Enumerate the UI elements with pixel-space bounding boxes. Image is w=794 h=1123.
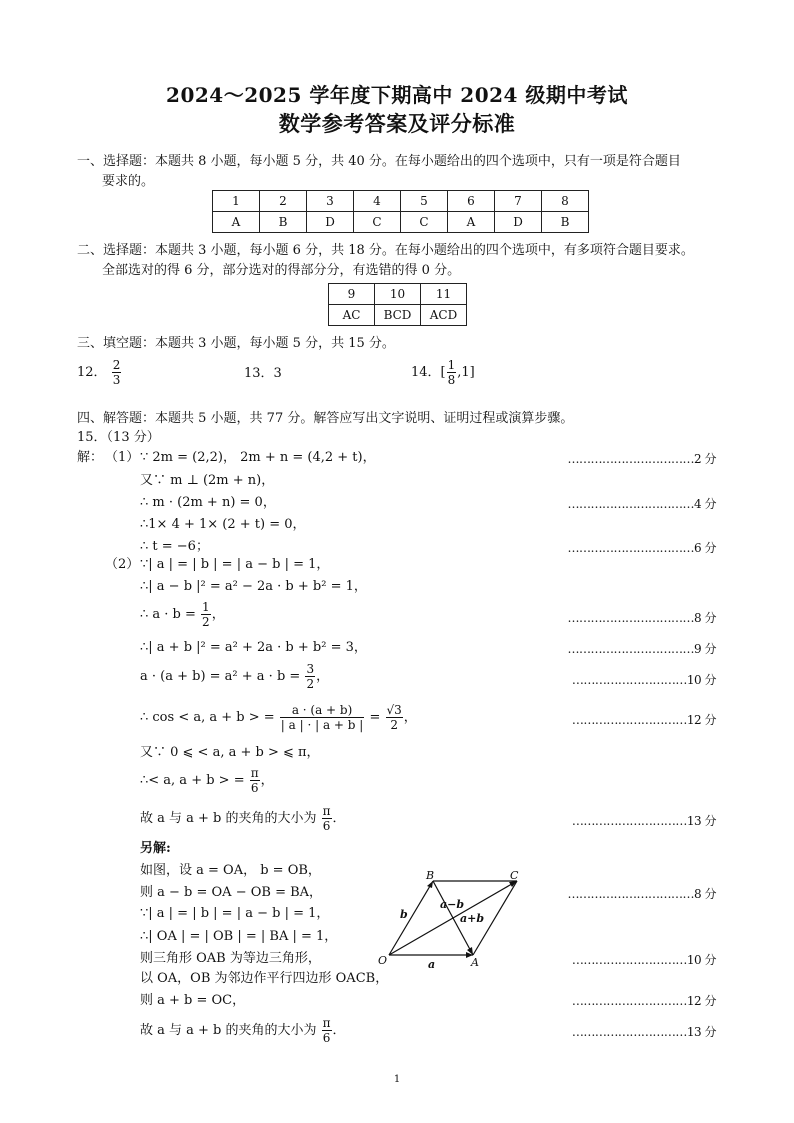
fraction <box>305 662 315 691</box>
label-o: O <box>378 954 388 967</box>
label-vec-amb: a−b <box>440 898 465 911</box>
score-mark: ……………………………9 分 <box>567 642 716 656</box>
q14-den: 8 <box>447 373 456 387</box>
score-mark: …………………………13 分 <box>571 1025 716 1039</box>
expr-part: ． <box>332 1023 346 1038</box>
table-row-answers <box>213 212 589 233</box>
fraction <box>322 804 332 833</box>
solution-line <box>140 766 274 795</box>
section-1-text2: 要求的。 <box>102 174 155 189</box>
q14-open: [ <box>440 365 446 380</box>
table-row-numbers <box>213 191 589 212</box>
solution-line <box>140 662 329 691</box>
frac-num: a · (a + b) <box>280 703 365 718</box>
frac-num: √3 <box>386 703 402 717</box>
diagonal-oc <box>389 881 517 955</box>
label-vec-a: a <box>428 958 436 971</box>
solution-line <box>140 703 417 732</box>
table-cell: B <box>260 212 307 233</box>
section-4-text: 四、解答题：本题共 5 小题，共 77 分。解答应写出文字说明、证明过程或演算步骤。 <box>77 411 574 426</box>
page-subtitle: 数学参考答案及评分标准 <box>278 111 516 136</box>
table-cell: A <box>213 212 260 233</box>
frac-num: 3 <box>306 662 315 676</box>
solution-line: ∴| a + b |² = a² + 2a · b + b² = 3， <box>140 640 367 655</box>
fraction <box>250 766 260 795</box>
solution-line: ∴ t = −6； <box>140 539 209 554</box>
score-mark: …………………………10 分 <box>571 953 716 967</box>
edge-ob <box>389 881 433 955</box>
solution-line <box>140 1016 346 1045</box>
score-mark: ……………………………8 分 <box>567 611 716 625</box>
table-cell: 11 <box>421 284 467 305</box>
answer-12 <box>77 358 122 387</box>
page-title: 2024～2025 学年度下期高中 2024 级期中考试 <box>166 83 628 107</box>
solution-line: ∵| a | = | b | = | a − b | = 1， <box>140 557 330 572</box>
table-cell: 10 <box>375 284 421 305</box>
expr-part: ∴ a · b = <box>140 607 196 622</box>
q14-close: ,1] <box>457 365 475 380</box>
solution-line: ∴| OA | = | OB | = | BA | = 1， <box>140 929 338 944</box>
section-3-text: 三、填空题：本题共 3 小题，每小题 5 分，共 15 分。 <box>77 336 395 351</box>
expr-part: ． <box>332 811 346 826</box>
expr-part: ， <box>316 669 330 684</box>
score-mark: ……………………………2 分 <box>567 452 716 466</box>
solution-line: 如图，设 a = OA， b = OB， <box>140 863 321 878</box>
table-row-answers <box>329 305 467 326</box>
label-vec-apb: a+b <box>460 912 485 925</box>
part-2-label: （2） <box>105 557 140 572</box>
q14-num: 1 <box>447 358 456 372</box>
expr-part: ， <box>260 773 274 788</box>
label-a: A <box>471 956 479 969</box>
section-1-text: 一、选择题：本题共 8 小题，每小题 5 分，共 40 分。在每小题给出的四个选项中，只有一项是符合题目 <box>77 154 681 169</box>
table-row-numbers <box>329 284 467 305</box>
score-mark: …………………………12 分 <box>571 994 716 1008</box>
solution-line: 又∵ m ⊥ (2m + n)， <box>140 473 275 488</box>
table-cell: 1 <box>213 191 260 212</box>
alt-solution-header: 另解: <box>140 841 171 856</box>
table-cell: A <box>448 212 495 233</box>
frac-num: π <box>250 766 259 780</box>
section-1-instructions <box>77 152 727 192</box>
q12-fraction <box>112 358 122 387</box>
arrow-b <box>427 881 433 888</box>
solution-line <box>140 600 225 629</box>
expr-part: ∴< a, a + b > = <box>140 773 245 788</box>
table-cell: 3 <box>307 191 354 212</box>
score-mark: ……………………………8 分 <box>567 887 716 901</box>
expr-part: ， <box>403 710 417 725</box>
answer-13: 13．3 <box>244 366 282 381</box>
section-3-instructions <box>77 334 727 354</box>
table-cell: 6 <box>448 191 495 212</box>
frac-num: 1 <box>202 600 210 614</box>
frac-den: 2 <box>390 718 398 732</box>
section-2-text2: 全部选对的得 6 分，部分选对的得部分分，有选错的得 0 分。 <box>102 263 461 278</box>
q12-label: 12． <box>77 365 107 380</box>
fraction <box>386 703 403 732</box>
table-cell: 7 <box>495 191 542 212</box>
frac-den: 6 <box>322 1031 331 1045</box>
solution-line: 以 OA，OB 为邻边作平行四边形 OACB， <box>140 971 389 986</box>
solution-line: ∴ m · (2m + n) = 0， <box>140 495 276 510</box>
table-cell: B <box>542 212 589 233</box>
frac-num: π <box>322 804 331 818</box>
solution-line: ∴| a − b |² = a² − 2a · b + b² = 1， <box>140 579 367 594</box>
solution-line: 又∵ 0 ⩽ < a, a + b > ⩽ π， <box>140 745 320 760</box>
label-c: C <box>510 869 519 882</box>
table-cell: C <box>401 212 448 233</box>
expr-part: = <box>369 710 381 725</box>
section-4-instructions <box>77 409 727 429</box>
solution-line: 则三角形 OAB 为等边三角形， <box>140 951 321 966</box>
solution-line: ∵ 2m = (2,2)， 2m + n = (4,2 + t)， <box>140 450 376 465</box>
page-number: 1 <box>393 1074 401 1085</box>
frac-den: | a | · | a + b | <box>280 718 364 732</box>
section-2-text: 二、选择题：本题共 3 小题，每小题 6 分，共 18 分。在每小题给出的四个选项中，有多项符合题目要求。 <box>77 243 694 258</box>
frac-den: 6 <box>250 781 259 795</box>
jie-label: 解： <box>77 450 104 465</box>
solution-line: 则 a + b = OC， <box>140 993 246 1008</box>
table-cell: 2 <box>260 191 307 212</box>
section-2-instructions <box>77 241 727 281</box>
frac-den: 2 <box>202 615 210 629</box>
table-cell: C <box>354 212 401 233</box>
frac-den: 6 <box>322 819 331 833</box>
score-mark: ……………………………4 分 <box>567 497 716 511</box>
score-mark: …………………………10 分 <box>571 673 716 687</box>
table-cell: D <box>307 212 354 233</box>
score-mark: …………………………12 分 <box>571 713 716 727</box>
label-b: B <box>426 869 435 882</box>
fraction <box>280 703 365 732</box>
frac-den: 2 <box>306 677 315 691</box>
table-cell: 5 <box>401 191 448 212</box>
table-cell: 4 <box>354 191 401 212</box>
solution-line: ∴1× 4 + 1× (2 + t) = 0， <box>140 517 306 532</box>
answer-14 <box>411 358 475 387</box>
q15-header: 15．（13 分） <box>77 430 160 445</box>
section-1-answer-table <box>212 190 589 233</box>
expr-part: a · (a + b) = a² + a · b = <box>140 669 301 684</box>
parallelogram-figure <box>370 868 535 973</box>
section-2-answer-table <box>328 283 467 326</box>
frac-num: π <box>322 1016 331 1030</box>
q14-fraction <box>447 358 457 387</box>
table-cell: 8 <box>542 191 589 212</box>
expr-part: 故 a 与 a + b 的夹角的大小为 <box>140 811 317 826</box>
score-mark: ……………………………6 分 <box>567 541 716 555</box>
table-cell: 9 <box>329 284 375 305</box>
expr-part: 故 a 与 a + b 的夹角的大小为 <box>140 1023 317 1038</box>
solution-line <box>140 804 346 833</box>
fraction <box>201 600 211 629</box>
table-cell: ACD <box>421 305 467 326</box>
solution-line: ∵| a | = | b | = | a − b | = 1， <box>140 906 330 921</box>
q14-label: 14． <box>411 365 441 380</box>
expr-part: ， <box>211 607 225 622</box>
expr-part: ∴ cos < a, a + b > = <box>140 710 275 725</box>
part-1-label: （1） <box>105 450 140 465</box>
table-cell: BCD <box>375 305 421 326</box>
solution-line: 则 a − b = OA − OB = BA， <box>140 885 323 900</box>
q12-num: 2 <box>112 358 121 372</box>
label-vec-b: b <box>400 908 408 921</box>
score-mark: …………………………13 分 <box>571 814 716 828</box>
table-cell: AC <box>329 305 375 326</box>
fraction <box>322 1016 332 1045</box>
q12-den: 3 <box>112 373 121 387</box>
table-cell: D <box>495 212 542 233</box>
